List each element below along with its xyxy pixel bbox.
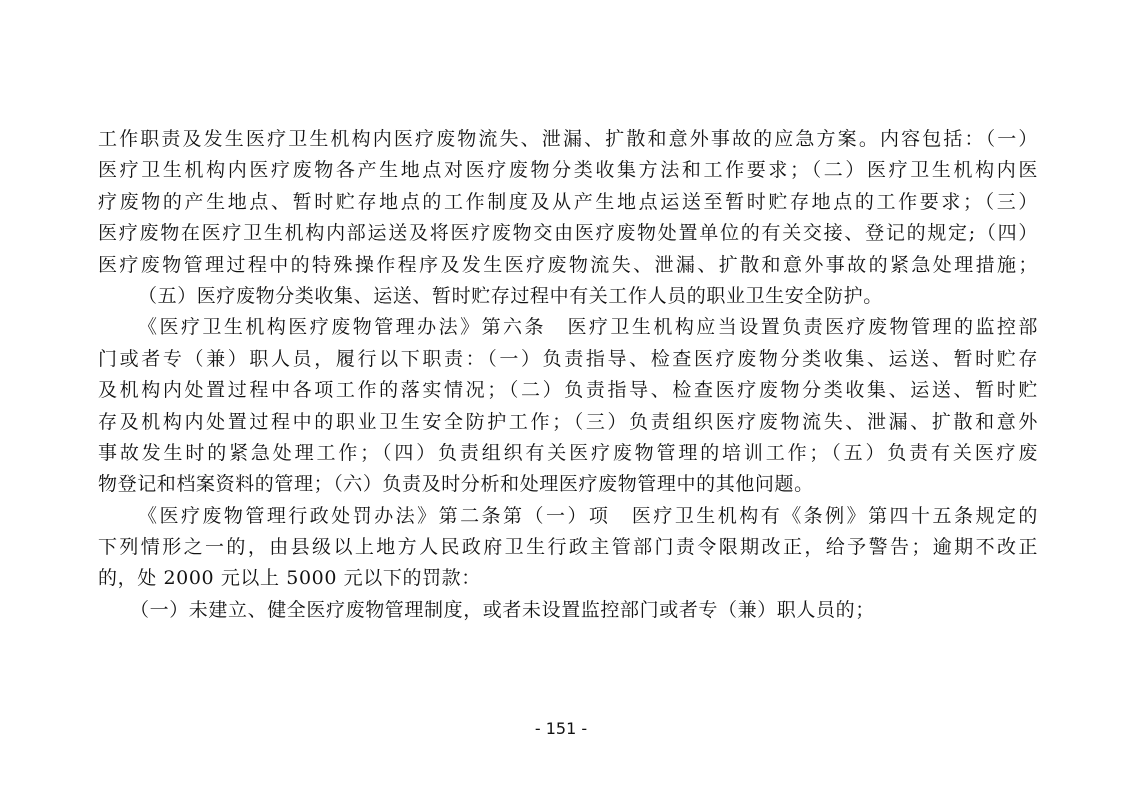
text-line: 物登记和档案资料的管理；（六）负责及时分析和处理医疗废物管理中的其他问题。 bbox=[98, 473, 814, 496]
text-line: 下列情形之一的，由县级以上地方人民政府卫生行政主管部门责令限期改正，给予警告；逾期不改正 bbox=[98, 536, 1038, 559]
text-line: 及机构内处置过程中各项工作的落实情况；（二）负责指导、检查医疗废物分类收集、运送、暂时贮 bbox=[98, 379, 1038, 402]
text-line: 的，处 2000 元以上 5000 元以下的罚款： bbox=[98, 567, 481, 590]
page-number: - 151 - bbox=[534, 719, 588, 738]
text-line: （一）未建立、健全医疗废物管理制度，或者未设置监控部门或者专（兼）职人员的； bbox=[130, 598, 875, 621]
text-line: 存及机构内处置过程中的职业卫生安全防护工作；（三）负责组织医疗废物流失、泄漏、扩散和意外 bbox=[98, 410, 1038, 433]
text-line: 医疗卫生机构内医疗废物各产生地点对医疗废物分类收集方法和工作要求；（二）医疗卫生机构内医 bbox=[98, 159, 1038, 182]
body-text bbox=[98, 124, 1038, 626]
text-line: 医疗废物管理过程中的特殊操作程序及发生医疗废物流失、泄漏、扩散和意外事故的紧急处理措施； bbox=[98, 253, 1038, 276]
text-line: 工作职责及发生医疗卫生机构内医疗废物流失、泄漏、扩散和意外事故的应急方案。内容包括：（一） bbox=[98, 128, 1038, 150]
text-line: 疗废物的产生地点、暂时贮存地点的工作制度及从产生地点运送至暂时贮存地点的工作要求；（三） bbox=[98, 190, 1038, 213]
text-line: 事故发生时的紧急处理工作；（四）负责组织有关医疗废物管理的培训工作；（五）负责有关医疗废 bbox=[98, 441, 1038, 464]
text-line: 医疗废物在医疗卫生机构内部运送及将医疗废物交由医疗废物处置单位的有关交接、登记的规定;（四） bbox=[98, 222, 1038, 245]
text-line: 《医疗废物管理行政处罚办法》第二条第（一）项 医疗卫生机构有《条例》第四十五条规定的 bbox=[138, 504, 1038, 527]
text-line: 门或者专（兼）职人员，履行以下职责：（一）负责指导、检查医疗废物分类收集、运送、暂时贮存 bbox=[98, 347, 1038, 370]
text-line: 《医疗卫生机构医疗废物管理办法》第六条 医疗卫生机构应当设置负责医疗废物管理的监控部 bbox=[138, 316, 1038, 339]
text-line: （五）医疗废物分类收集、运送、暂时贮存过程中有关工作人员的职业卫生安全防护。 bbox=[138, 284, 883, 307]
